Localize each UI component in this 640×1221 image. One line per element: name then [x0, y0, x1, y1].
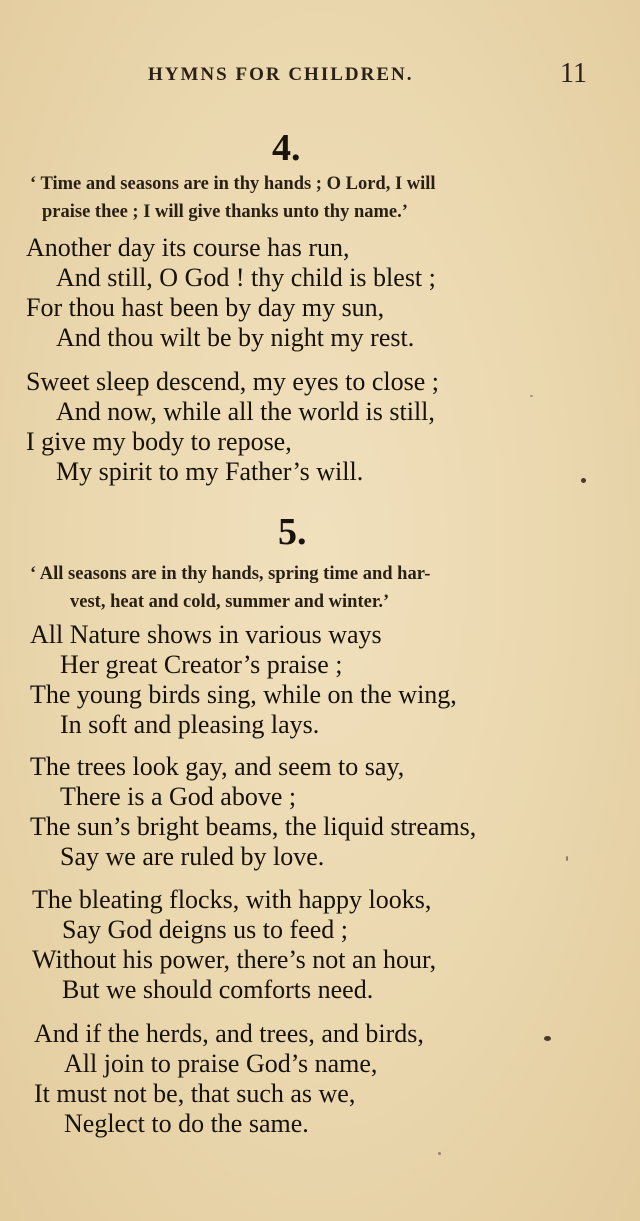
verse-line: All join to praise God’s name,	[64, 1049, 378, 1078]
verse-line: Neglect to do the same.	[64, 1109, 309, 1138]
verse-line: I give my body to repose,	[26, 427, 292, 456]
verse-line: Without his power, there’s not an hour,	[32, 945, 437, 974]
verse-line: But we should comforts need.	[62, 975, 374, 1004]
page-number: 11	[560, 58, 587, 89]
verse-line: Her great Creator’s praise ;	[60, 650, 343, 679]
verse-line: And now, while all the world is still,	[56, 397, 435, 426]
verse-line: Another day its course has run,	[26, 233, 350, 262]
paper-speck	[581, 478, 586, 483]
hymn-epigraph	[30, 560, 430, 616]
epigraph-line: ‘ Time and seasons are in thy hands ; O Lord, I will	[30, 174, 436, 194]
epigraph-line: vest, heat and cold, summer and winter.’	[70, 592, 390, 612]
running-head: HYMNS FOR CHILDREN.	[148, 64, 414, 85]
verse-line: All Nature shows in various ways	[30, 620, 382, 649]
verse-line: Say we are ruled by love.	[60, 842, 325, 871]
verse-line: The trees look gay, and seem to say,	[30, 752, 405, 781]
verse-line: The young birds sing, while on the wing,	[30, 680, 457, 709]
verse-line: It must not be, that such as we,	[34, 1079, 356, 1108]
paper-speck	[566, 856, 568, 861]
verse-line: In soft and pleasing lays.	[60, 710, 320, 739]
epigraph-line: praise thee ; I will give thanks unto thy name.’	[42, 202, 408, 222]
verse-line: For thou hast been by day my sun,	[26, 293, 385, 322]
verse-line: And if the herds, and trees, and birds,	[34, 1019, 424, 1048]
verse-line: The bleating flocks, with happy looks,	[32, 885, 432, 914]
hymn-epigraph	[30, 170, 436, 226]
verse-line: Say God deigns us to feed ;	[62, 915, 348, 944]
verse-line: My spirit to my Father’s will.	[56, 457, 364, 486]
verse-line: And still, O God ! thy child is blest ;	[56, 263, 436, 292]
epigraph-line: ‘ All seasons are in thy hands, spring time and har-	[30, 564, 431, 584]
verse-line: There is a God above ;	[60, 782, 297, 811]
verse-line: Sweet sleep descend, my eyes to close ;	[26, 367, 439, 396]
verse-line: The sun’s bright beams, the liquid streams,	[30, 812, 477, 841]
paper-speck	[530, 395, 533, 397]
hymn-number: 4.	[272, 127, 301, 169]
paper-speck	[544, 1036, 551, 1041]
paper-speck	[438, 1152, 441, 1155]
hymn-number: 5.	[278, 511, 307, 553]
verse-line: And thou wilt be by night my rest.	[56, 323, 415, 352]
